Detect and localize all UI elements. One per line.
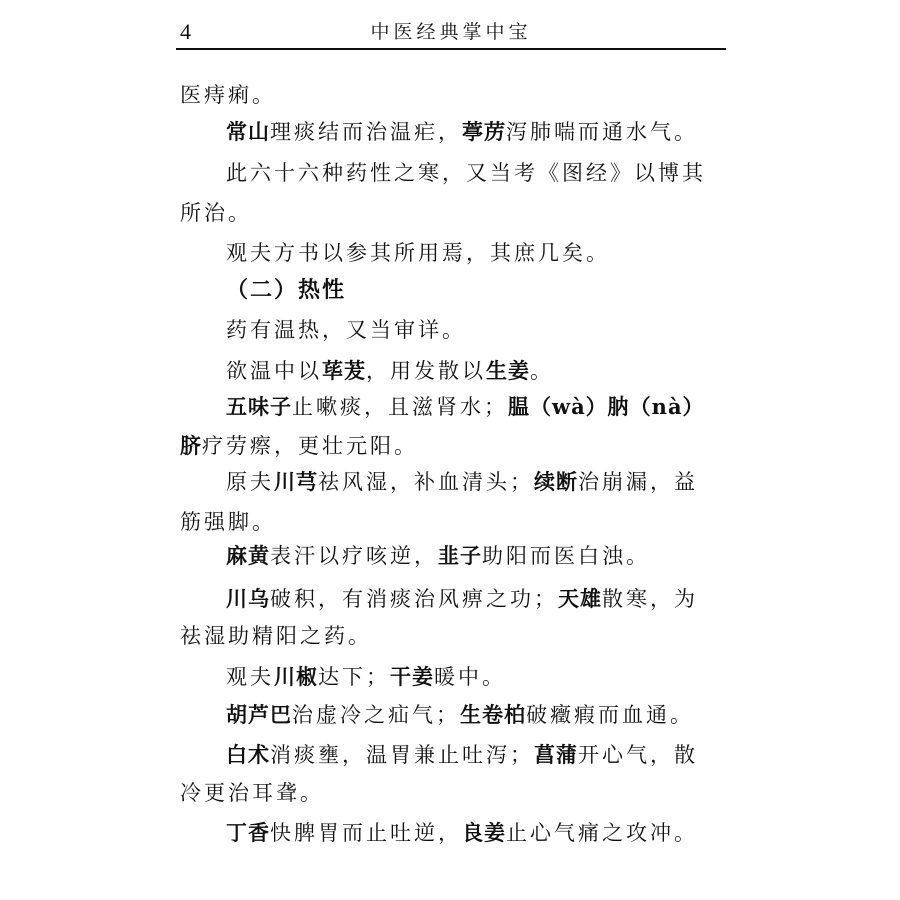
text-line: [180, 778, 725, 808]
text-segment: 。: [530, 359, 554, 383]
text-line: [180, 467, 771, 497]
text-segment: 表汗以疗咳逆，: [270, 544, 438, 568]
herb-name: 川椒: [274, 664, 318, 689]
text-segment: 祛风湿，补血清头；: [318, 470, 534, 494]
herb-name: 葶苈: [462, 119, 506, 144]
herb-name: 韭子: [438, 543, 482, 568]
text-segment: 消痰壅，温胃兼止吐泻；: [270, 743, 534, 767]
text-line: [180, 662, 771, 692]
text-segment: 药有温热，又当审详。: [226, 318, 466, 342]
text-segment: 冷更治耳聋。: [180, 781, 324, 805]
text-segment: 此六十六种药性之寒，又当考《图经》以博其: [226, 161, 706, 185]
herb-name: 五味子: [226, 394, 292, 419]
text-line: [180, 158, 771, 188]
text-segment: 暖中。: [434, 665, 506, 689]
section-heading: [180, 275, 771, 305]
text-segment: 祛湿助精阳之药。: [180, 624, 372, 648]
text-line: [180, 584, 771, 614]
herb-name: 脐: [180, 433, 202, 458]
text-segment: 泻肺喘而通水气。: [506, 120, 698, 144]
text-line: [180, 198, 725, 228]
herb-name: 胡芦巴: [226, 702, 292, 727]
text-segment: 原夫: [226, 470, 274, 494]
text-line: [180, 700, 771, 730]
text-segment: ，用发散以: [366, 359, 486, 383]
herb-name: 川乌: [226, 586, 270, 611]
herb-name: （二）热性: [226, 277, 347, 303]
herb-name: 麻黄: [226, 543, 270, 568]
herb-name: 生卷柏: [460, 702, 526, 727]
text-line: [180, 392, 771, 422]
herb-name: 荜茇: [322, 358, 366, 383]
herb-name: 生姜: [486, 358, 530, 383]
herb-name: 常山: [226, 119, 270, 144]
herb-name: 腽（wà）肭（nà）: [508, 394, 705, 419]
text-segment: 欲温中以: [226, 359, 322, 383]
text-line: [180, 315, 771, 345]
herb-name: 天雄: [558, 586, 602, 611]
text-segment: 治虚冷之疝气；: [292, 703, 460, 727]
text-segment: 破癥瘕而血通。: [526, 703, 694, 727]
herb-name: 丁香: [226, 820, 270, 845]
text-segment: 观夫: [226, 665, 274, 689]
text-segment: 开心气，散: [578, 743, 698, 767]
text-segment: 破积，有消痰治风痹之功；: [270, 587, 558, 611]
text-segment: 疗劳瘵，更壮元阳。: [202, 434, 418, 458]
herb-name: 菖蒲: [534, 742, 578, 767]
herb-name: 干姜: [390, 664, 434, 689]
text-line: [180, 740, 771, 770]
text-line: [180, 238, 771, 268]
text-line: [180, 541, 771, 571]
herb-name: 白术: [226, 742, 270, 767]
herb-name: 续断: [534, 469, 578, 494]
text-line: [180, 356, 771, 386]
text-line: [180, 818, 771, 848]
text-line: [180, 621, 725, 651]
text-line: [180, 80, 725, 110]
text-segment: 观夫方书以参其所用焉，其庶几矣。: [226, 241, 610, 265]
header-rule: [176, 48, 726, 50]
text-segment: 医痔痢。: [180, 83, 276, 107]
page-header: [176, 18, 726, 46]
text-segment: 筋强脚。: [180, 510, 276, 534]
text-line: [180, 431, 725, 461]
text-segment: 治崩漏，益: [578, 470, 698, 494]
text-segment: 理痰结而治温疟，: [270, 120, 462, 144]
text-line: [180, 117, 771, 147]
herb-name: 良姜: [462, 820, 506, 845]
page-number: 4: [180, 19, 191, 44]
text-segment: 散寒，为: [602, 587, 698, 611]
text-line: [180, 507, 725, 537]
running-title: 中医经典掌中宝: [370, 21, 532, 43]
text-segment: 止嗽痰，且滋肾水；: [292, 395, 508, 419]
herb-name: 川芎: [274, 469, 318, 494]
text-segment: 达下；: [318, 665, 390, 689]
text-segment: 所治。: [180, 201, 252, 225]
text-segment: 助阳而医白浊。: [482, 544, 650, 568]
text-segment: 快脾胃而止吐逆，: [270, 821, 462, 845]
text-segment: 止心气痛之攻冲。: [506, 821, 698, 845]
